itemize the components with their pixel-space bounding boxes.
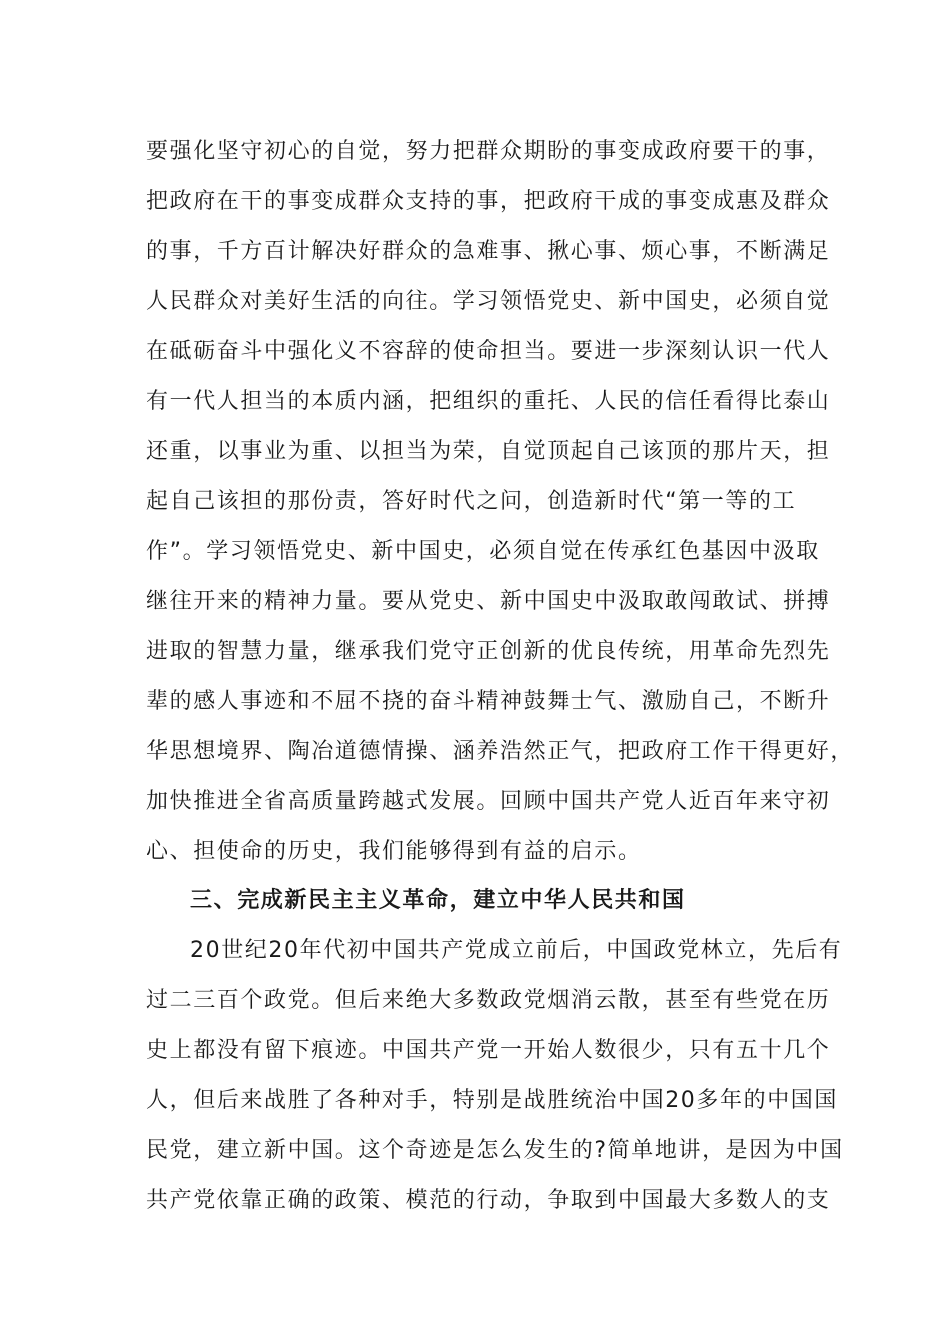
paragraph-line: 人，但后来战胜了各种对手，特别是战胜统治中国20多年的中国国 [146, 1088, 838, 1113]
paragraph-line: 辈的感人事迹和不屈不挠的奋斗精神鼓舞士气、激励自己，不断升 [146, 689, 831, 714]
paragraph-line: 继往开来的精神力量。要从党史、新中国史中汲取敢闯敢试、拼搏 [146, 589, 831, 614]
paragraph-line: 的事，千方百计解决好群众的急难事、揪心事、烦心事，不断满足 [146, 239, 831, 264]
paragraph-line: 把政府在干的事变成群众支持的事，把政府干成的事变成惠及群众 [146, 189, 831, 214]
paragraph-line: 过二三百个政党。但后来绝大多数政党烟消云散，甚至有些党在历 [146, 988, 831, 1013]
paragraph-line: 起自己该担的那份责，答好时代之问，创造新时代“第一等的工 [146, 489, 797, 514]
paragraph-line: 在砥砺奋斗中强化义不容辞的使命担当。要进一步深刻认识一代人 [146, 339, 831, 364]
paragraph-line: 人民群众对美好生活的向往。学习领悟党史、新中国史，必须自觉 [146, 289, 831, 314]
paragraph-line: 心、担使命的历史，我们能够得到有益的启示。 [146, 839, 642, 864]
paragraph-line: 史上都没有留下痕迹。中国共产党一开始人数很少，只有五十几个 [146, 1038, 831, 1063]
paragraph-line: 有一代人担当的本质内涵，把组织的重托、人民的信任看得比泰山 [146, 389, 831, 414]
paragraph-line: 共产党依靠正确的政策、模范的行动，争取到中国最大多数人的支 [146, 1188, 831, 1213]
paragraph-line: 进取的智慧力量，继承我们党守正创新的优良传统，用革命先烈先 [146, 639, 831, 664]
paragraph-line: 要强化坚守初心的自觉，努力把群众期盼的事变成政府要干的事， [146, 139, 831, 164]
paragraph-line: 民党，建立新中国。这个奇迹是怎么发生的?简单地讲，是因为中国 [146, 1138, 844, 1163]
paragraph-line: 加快推进全省高质量跨越式发展。回顾中国共产党人近百年来守初 [146, 789, 831, 814]
paragraph-line: 20世纪20年代初中国共产党成立前后，中国政党林立，先后有 [190, 938, 843, 963]
paragraph-line: 华思想境界、陶冶道德情操、涵养浩然正气，把政府工作干得更好， [146, 739, 855, 764]
paragraph-line: 作”。学习领悟党史、新中国史，必须自觉在传承红色基因中汲取 [146, 539, 820, 564]
section-heading: 三、完成新民主主义革命，建立中华人民共和国 [190, 888, 686, 913]
paragraph-line: 还重，以事业为重、以担当为荣，自觉顶起自己该顶的那片天，担 [146, 439, 831, 464]
